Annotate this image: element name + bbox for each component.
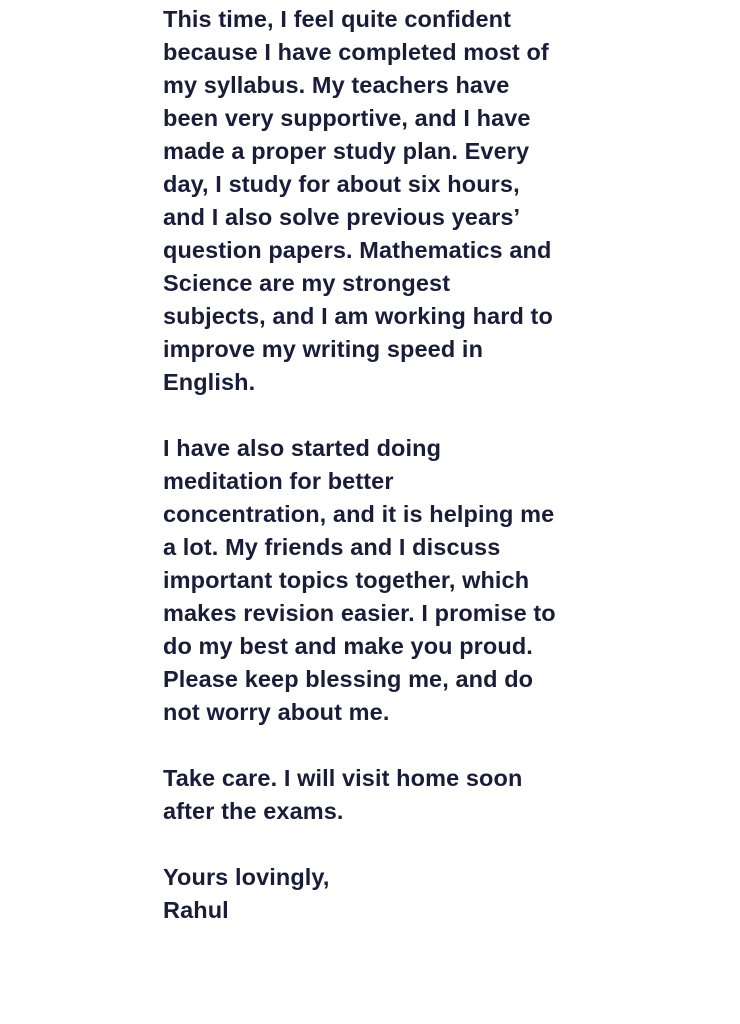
letter-signoff	[163, 861, 593, 927]
text-line: because I have completed most of	[163, 39, 549, 65]
text-line: Science are my strongest	[163, 270, 451, 296]
text-line: do my best and make you proud.	[163, 633, 533, 659]
text-line: after the exams.	[163, 798, 344, 824]
text-line: not worry about me.	[163, 699, 390, 725]
text-line: been very supportive, and I have	[163, 105, 531, 131]
text-line: English.	[163, 369, 256, 395]
letter-paragraph-1	[163, 3, 593, 399]
text-line: a lot. My friends and I discuss	[163, 534, 501, 560]
text-line: Please keep blessing me, and do	[163, 666, 534, 692]
text-line: made a proper study plan. Every	[163, 138, 530, 164]
text-line: and I also solve previous years’	[163, 204, 521, 230]
text-line: Take care. I will visit home soon	[163, 765, 523, 791]
closing-line: Yours lovingly,	[163, 864, 330, 890]
text-line: makes revision easier. I promise to	[163, 600, 556, 626]
text-line: I have also started doing	[163, 435, 442, 461]
text-line: day, I study for about six hours,	[163, 171, 520, 197]
letter-body	[163, 3, 593, 960]
text-line: my syllabus. My teachers have	[163, 72, 510, 98]
letter-paragraph-2	[163, 432, 593, 729]
text-line: meditation for better	[163, 468, 394, 494]
text-line: question papers. Mathematics and	[163, 237, 552, 263]
letter-paragraph-3	[163, 762, 593, 828]
text-line: subjects, and I am working hard to	[163, 303, 553, 329]
signature-name: Rahul	[163, 897, 229, 923]
text-line: This time, I feel quite confident	[163, 6, 511, 32]
text-line: concentration, and it is helping me	[163, 501, 555, 527]
text-line: improve my writing speed in	[163, 336, 484, 362]
text-line: important topics together, which	[163, 567, 530, 593]
